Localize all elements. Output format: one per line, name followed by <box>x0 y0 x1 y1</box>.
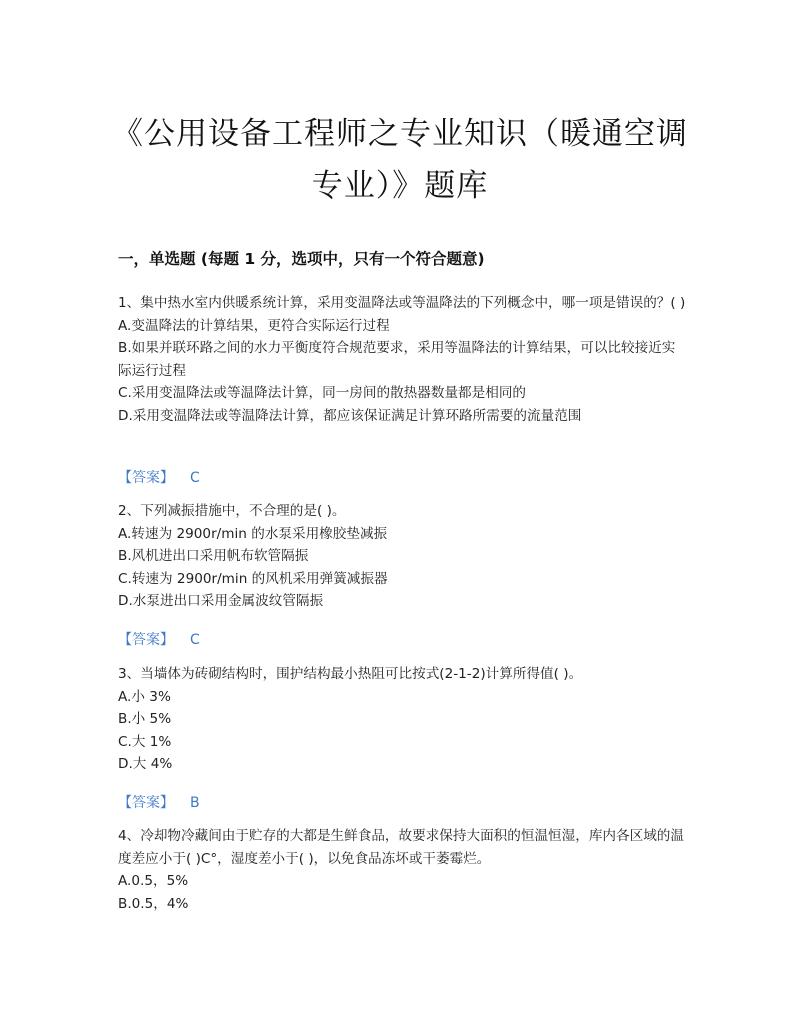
question-option: C.采用变温降法或等温降法计算，同一房间的散热器数量都是相同的 <box>118 385 527 401</box>
question-3 <box>118 663 688 776</box>
question-2 <box>118 500 688 613</box>
answer-letter: C <box>190 470 200 486</box>
question-stem: 4、冷却物冷藏间由于贮存的大都是生鲜食品，故要求保持大面积的恒温恒湿，库内各区域的温度差应小于( )C°，湿度差小于( )，以免食品冻坏或干萎霉烂。 <box>118 828 684 867</box>
answer-letter: C <box>190 632 200 648</box>
section-heading: 一，单选题 (每题 1 分，选项中，只有一个符合题意) <box>118 250 485 268</box>
question-option: B.如果并联环路之间的水力平衡度符合规范要求，采用等温降法的计算结果，可以比较接近实际运行过程 <box>118 340 676 379</box>
question-option: A.0.5，5% <box>118 873 189 889</box>
question-option: A.转速为 2900r/min 的水泵采用橡胶垫减振 <box>118 525 388 542</box>
document-title: 《公用设备工程师之专业知识（暖通空调专业）》题库 <box>112 116 688 204</box>
question-1 <box>118 292 688 427</box>
answer-letter: B <box>190 795 200 811</box>
answer-label: 【答案】 <box>118 470 174 486</box>
question-option: A.小 3% <box>118 688 171 705</box>
question-option: C.大 1% <box>118 733 172 750</box>
question-option: B.风机进出口采用帆布软管隔振 <box>118 548 309 564</box>
answer-label: 【答案】 <box>118 632 174 648</box>
answer-2 <box>118 629 200 649</box>
question-option: D.水泵进出口采用金属波纹管隔振 <box>118 593 324 609</box>
question-option: A.变温降法的计算结果，更符合实际运行过程 <box>118 317 390 334</box>
question-option: C.转速为 2900r/min 的风机采用弹簧减振器 <box>118 570 388 587</box>
question-option: D.采用变温降法或等温降法计算，都应该保证满足计算环路所需要的流量范围 <box>118 407 582 424</box>
question-stem: 2、下列减振措施中，不合理的是( )。 <box>118 503 346 519</box>
answer-label: 【答案】 <box>118 795 174 811</box>
question-option: B.0.5，4% <box>118 895 189 912</box>
answer-3 <box>118 792 200 812</box>
answer-1 <box>118 467 200 487</box>
question-option: D.大 4% <box>118 756 173 772</box>
question-4 <box>118 825 688 915</box>
question-stem: 3、当墙体为砖砌结构时，围护结构最小热阻可比按式(2-1-2)计算所得值( )。 <box>118 666 583 682</box>
question-option: B.小 5% <box>118 711 172 727</box>
question-stem: 1、集中热水室内供暖系统计算，采用变温降法或等温降法的下列概念中，哪一项是错误的？( ) <box>118 295 686 311</box>
